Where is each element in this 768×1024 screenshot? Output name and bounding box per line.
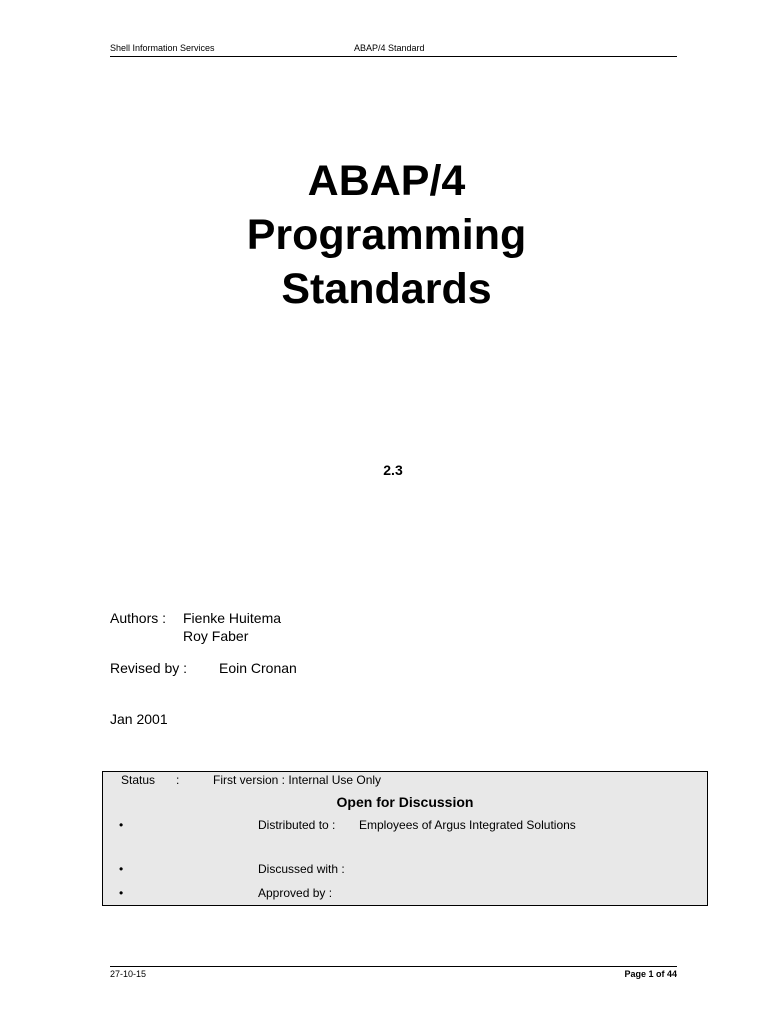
status-value: First version : Internal Use Only — [213, 773, 382, 787]
discussed-with-label: Discussed with : — [258, 862, 345, 876]
footer-date: 27-10-15 — [110, 969, 147, 979]
revised-by-label: Revised by : — [110, 660, 188, 676]
authors-label: Authors : — [110, 610, 167, 626]
distributed-to-label: Distributed to : — [258, 818, 336, 832]
document-title — [0, 154, 768, 316]
document-date: Jan 2001 — [110, 711, 168, 727]
bullet-icon: • — [119, 818, 124, 832]
approved-by-label: Approved by : — [258, 886, 333, 900]
status-headline: Open for Discussion — [336, 794, 474, 810]
footer-page-number: Page 1 of 44 — [624, 969, 677, 979]
header-organization: Shell Information Services — [110, 43, 215, 53]
distributed-to-value: Employees of Argus Integrated Solutions — [359, 818, 576, 832]
title-line-2: Programming — [246, 211, 527, 259]
title-line-1: ABAP/4 — [307, 157, 466, 205]
status-box — [102, 771, 708, 906]
title-line-3: Standards — [281, 265, 492, 313]
bullet-icon: • — [119, 862, 124, 876]
revised-by-name: Eoin Cronan — [219, 660, 297, 676]
page-header — [110, 43, 677, 57]
document-version: 2.3 — [383, 462, 403, 478]
header-document-name: ABAP/4 Standard — [354, 43, 425, 53]
page-footer — [110, 966, 677, 981]
status-colon: : — [176, 773, 180, 787]
status-label: Status — [121, 773, 156, 787]
author-name: Fienke Huitema — [183, 610, 282, 626]
author-name: Roy Faber — [183, 628, 249, 644]
bullet-icon: • — [119, 886, 124, 900]
